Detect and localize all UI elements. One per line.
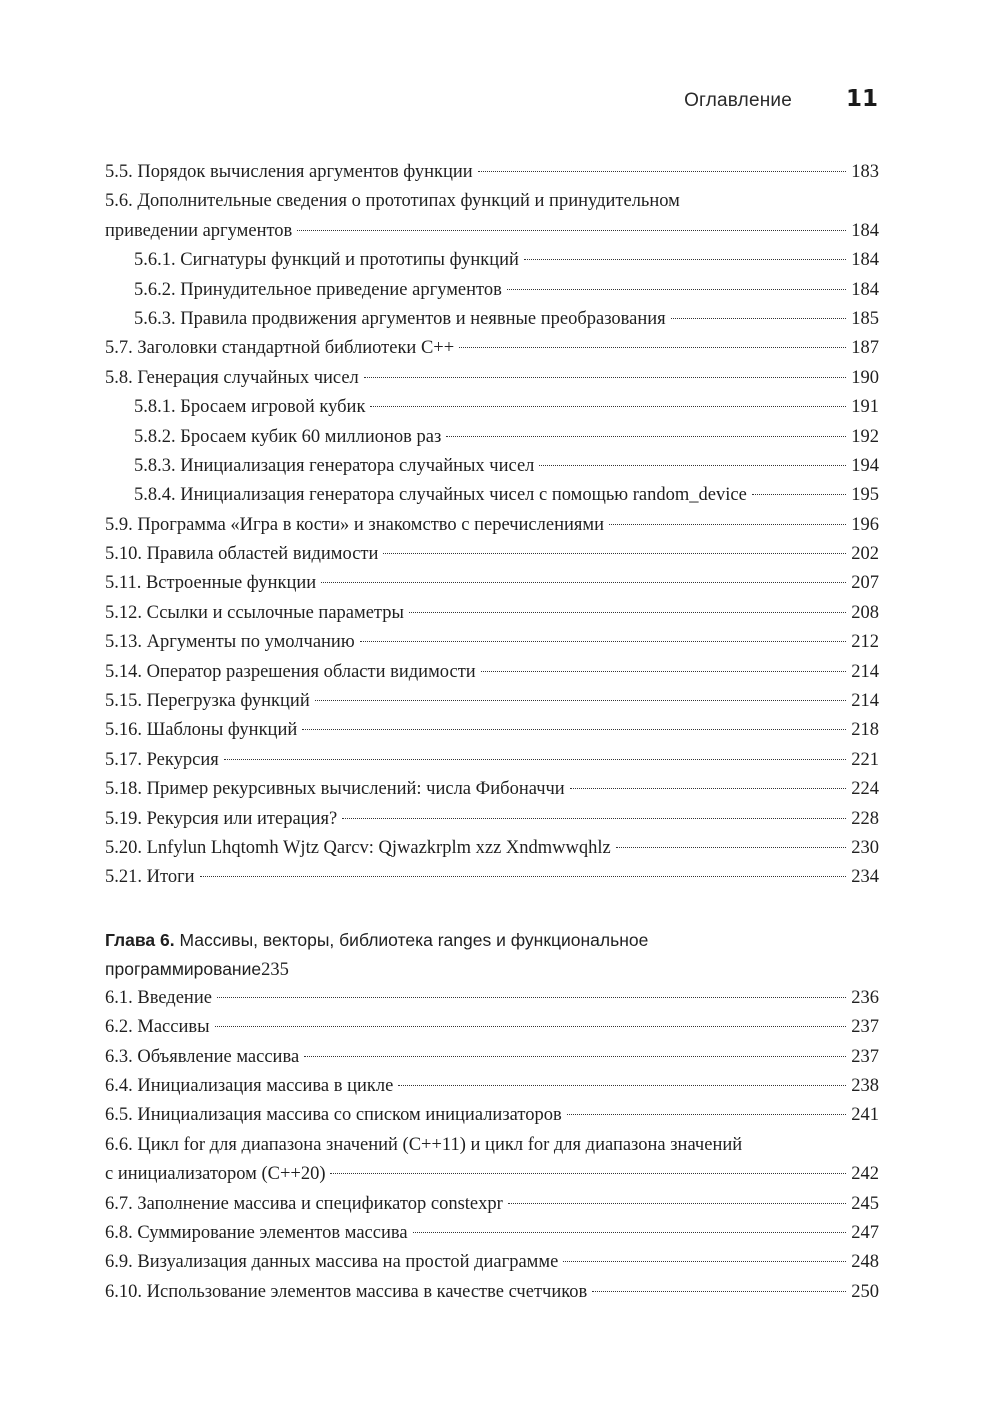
leader-dots	[508, 1203, 846, 1204]
toc-entry-page: 194	[851, 455, 879, 476]
leader-dots	[342, 818, 846, 819]
toc-entry-page: 238	[851, 1075, 879, 1096]
toc-entry-label: 5.8.1. Бросаем игровой кубик	[134, 393, 367, 422]
chapter-number: Глава 6.	[105, 929, 175, 950]
toc-entry-label: 5.6.1. Сигнатуры функций и прототипы функций	[134, 246, 521, 275]
toc-entry-5-11[interactable]	[105, 569, 879, 598]
leader-dots	[321, 582, 846, 583]
leader-dots	[364, 377, 846, 378]
leader-dots	[539, 465, 846, 466]
toc-entry-page: 187	[851, 338, 879, 359]
toc-entry-page: 190	[851, 367, 879, 388]
toc-entry-label: 6.9. Визуализация данных массива на простой диаграмме	[105, 1248, 560, 1277]
toc-entry-5-18[interactable]	[105, 775, 879, 804]
leader-dots	[370, 406, 846, 407]
toc-entry-page: 245	[851, 1193, 879, 1214]
toc-entry-page: 237	[851, 1017, 879, 1038]
leader-dots	[315, 700, 847, 701]
toc-entry-label: 6.10. Использование элементов массива в качестве счетчиков	[105, 1278, 589, 1307]
leader-dots	[398, 1085, 846, 1086]
toc-entry-5-16[interactable]	[105, 716, 879, 745]
toc-entry-page: 185	[851, 308, 879, 329]
toc-entry-label: 5.9. Программа «Игра в кости» и знакомство с перечислениями	[105, 511, 606, 540]
toc-entry-page: 196	[851, 514, 879, 535]
toc-entry-label: 5.8.4. Инициализация генератора случайных чисел с помощью random_device	[134, 481, 749, 510]
toc-entry-page: 230	[851, 837, 879, 858]
toc-entry-5-8-1[interactable]	[105, 393, 879, 422]
toc-entry-5-8-3[interactable]	[105, 452, 879, 481]
toc-entry-5-6[interactable]	[105, 187, 879, 246]
leader-dots	[507, 289, 846, 290]
toc-entry-label: 6.4. Инициализация массива в цикле	[105, 1072, 395, 1101]
toc-entry-label: 5.7. Заголовки стандартной библиотеки C++	[105, 334, 456, 363]
leader-dots	[304, 1056, 846, 1057]
leader-dots	[217, 997, 846, 998]
toc-entry-6-10[interactable]	[105, 1278, 879, 1307]
toc-entry-label: 5.11. Встроенные функции	[105, 569, 318, 598]
running-header-title: Оглавление	[684, 90, 792, 111]
toc-entry-5-13[interactable]	[105, 628, 879, 657]
toc-entry-page: 214	[851, 691, 879, 712]
toc-entry-label: 5.5. Порядок вычисления аргументов функции	[105, 158, 475, 187]
leader-dots	[409, 612, 846, 613]
toc-chapter-6[interactable]	[105, 926, 879, 984]
leader-dots	[360, 641, 847, 642]
toc-entry-page: 248	[851, 1252, 879, 1273]
toc-entry-label-line2: с инициализатором (C++20)	[105, 1160, 327, 1189]
chapter-page: 235	[261, 959, 289, 980]
toc-entry-6-4[interactable]	[105, 1072, 879, 1101]
toc-entry-label: 5.8. Генерация случайных чисел	[105, 364, 361, 393]
toc-entry-6-6[interactable]	[105, 1131, 879, 1190]
page-number: 11	[845, 86, 878, 112]
leader-dots	[459, 347, 846, 348]
toc-entry-5-8-2[interactable]	[105, 423, 879, 452]
toc-entry-label-line1: 5.6. Дополнительные сведения о прототипах функций и принудительном	[105, 191, 680, 212]
chapter-title-line2: программирование	[105, 958, 262, 979]
toc-entry-page: 234	[851, 867, 879, 888]
toc-entry-label-line1: 6.6. Цикл for для диапазона значений (C++11) и цикл for для диапазона значений	[105, 1134, 743, 1155]
toc-entry-label: 6.3. Объявление массива	[105, 1043, 301, 1072]
toc-entry-label: 5.21. Итоги	[105, 863, 197, 892]
leader-dots	[567, 1114, 847, 1115]
toc-entry-page: 224	[851, 779, 879, 800]
toc-entry-5-8[interactable]	[105, 364, 879, 393]
toc-entry-page: 242	[851, 1164, 879, 1185]
toc-entry-5-7[interactable]	[105, 334, 879, 363]
toc-entry-label-line2: приведении аргументов	[105, 217, 294, 246]
toc-entry-5-15[interactable]	[105, 687, 879, 716]
toc-entry-page: 207	[851, 573, 879, 594]
leader-dots	[481, 671, 847, 672]
toc-entry-5-8-4[interactable]	[105, 481, 879, 510]
leader-dots	[616, 847, 847, 848]
toc-entry-page: 184	[851, 279, 879, 300]
toc-entry-page: 192	[851, 426, 879, 447]
toc-entry-page: 191	[851, 397, 879, 418]
toc-entry-page: 184	[851, 220, 879, 241]
toc-entry-label: 6.2. Массивы	[105, 1013, 212, 1042]
table-of-contents	[105, 158, 879, 1307]
toc-entry-6-8[interactable]	[105, 1219, 879, 1248]
toc-entry-page: 237	[851, 1046, 879, 1067]
leader-dots	[413, 1232, 847, 1233]
toc-entry-page: 214	[851, 661, 879, 682]
toc-entry-label: 5.16. Шаблоны функций	[105, 716, 299, 745]
toc-entry-page: 183	[851, 162, 879, 182]
toc-entry-page: 250	[851, 1281, 879, 1302]
leader-dots	[297, 230, 846, 231]
toc-entry-page: 202	[851, 544, 879, 565]
toc-entry-page: 212	[851, 632, 879, 653]
toc-entry-label: 5.18. Пример рекурсивных вычислений: числа Фибоначчи	[105, 775, 567, 804]
toc-entry-label: 6.1. Введение	[105, 984, 214, 1013]
toc-entry-6-2[interactable]	[105, 1013, 879, 1042]
toc-entry-5-20[interactable]	[105, 834, 879, 863]
toc-entry-label: 5.20. Lnfylun Lhqtomh Wjtz Qarcv: Qjwazkrplm xzz Xndmwwqhlz	[105, 834, 613, 863]
leader-dots	[200, 876, 847, 877]
leader-dots	[563, 1261, 846, 1262]
toc-entry-label: 5.6.3. Правила продвижения аргументов и неявные преобразования	[134, 305, 668, 334]
toc-entry-label: 5.13. Аргументы по умолчанию	[105, 628, 357, 657]
toc-entry-5-12[interactable]	[105, 599, 879, 628]
toc-entry-page: 195	[851, 485, 879, 506]
toc-entry-5-14[interactable]	[105, 658, 879, 687]
leader-dots	[330, 1173, 846, 1174]
toc-entry-page: 236	[851, 987, 879, 1008]
toc-entry-label: 6.7. Заполнение массива и спецификатор constexpr	[105, 1190, 505, 1219]
toc-entry-5-10[interactable]	[105, 540, 879, 569]
toc-entry-5-6-1[interactable]	[105, 246, 879, 275]
leader-dots	[224, 759, 847, 760]
toc-entry-6-3[interactable]	[105, 1043, 879, 1072]
toc-entry-label: 5.12. Ссылки и ссылочные параметры	[105, 599, 406, 628]
leader-dots	[570, 788, 847, 789]
toc-entry-5-17[interactable]	[105, 746, 879, 775]
chapter-title-line1: Массивы, векторы, библиотека ranges и функциональное	[179, 929, 649, 950]
toc-entry-label: 5.19. Рекурсия или итерация?	[105, 805, 339, 834]
toc-entry-label: 5.8.2. Бросаем кубик 60 миллионов раз	[134, 423, 443, 452]
toc-entry-6-1[interactable]	[105, 984, 879, 1013]
toc-entry-page: 184	[851, 250, 879, 271]
toc-entry-page: 247	[851, 1222, 879, 1243]
toc-entry-page: 241	[851, 1105, 879, 1126]
leader-dots	[524, 259, 846, 260]
toc-entry-label: 5.6.2. Принудительное приведение аргументов	[134, 276, 504, 305]
leader-dots	[478, 171, 847, 172]
leader-dots	[671, 318, 847, 319]
toc-entry-5-19[interactable]	[105, 805, 879, 834]
leader-dots	[383, 553, 846, 554]
leader-dots	[302, 729, 846, 730]
toc-entry-6-5[interactable]	[105, 1101, 879, 1130]
toc-entry-label: 5.10. Правила областей видимости	[105, 540, 380, 569]
toc-entry-label: 5.17. Рекурсия	[105, 746, 221, 775]
toc-entry-page: 218	[851, 720, 879, 741]
toc-entry-label: 5.15. Перегрузка функций	[105, 687, 312, 716]
running-header	[0, 86, 1000, 120]
leader-dots	[592, 1291, 846, 1292]
toc-entry-5-9[interactable]	[105, 511, 879, 540]
toc-entry-5-21[interactable]	[105, 863, 879, 892]
toc-entry-6-7[interactable]	[105, 1190, 879, 1219]
toc-entry-5-6-3[interactable]	[105, 305, 879, 334]
leader-dots	[215, 1026, 847, 1027]
toc-entry-6-9[interactable]	[105, 1248, 879, 1277]
toc-entry-page: 221	[851, 749, 879, 770]
toc-entry-label: 6.5. Инициализация массива со списком инициализаторов	[105, 1101, 564, 1130]
toc-entry-page: 228	[851, 808, 879, 829]
toc-entry-5-6-2[interactable]	[105, 276, 879, 305]
leader-dots	[446, 436, 846, 437]
leader-dots	[752, 494, 846, 495]
toc-entry-label: 5.14. Оператор разрешения области видимости	[105, 658, 478, 687]
toc-entry-5-5[interactable]	[105, 158, 879, 187]
toc-entry-label: 5.8.3. Инициализация генератора случайных чисел	[134, 452, 536, 481]
toc-entry-page: 208	[851, 602, 879, 623]
toc-entry-label: 6.8. Суммирование элементов массива	[105, 1219, 410, 1248]
leader-dots	[609, 524, 846, 525]
